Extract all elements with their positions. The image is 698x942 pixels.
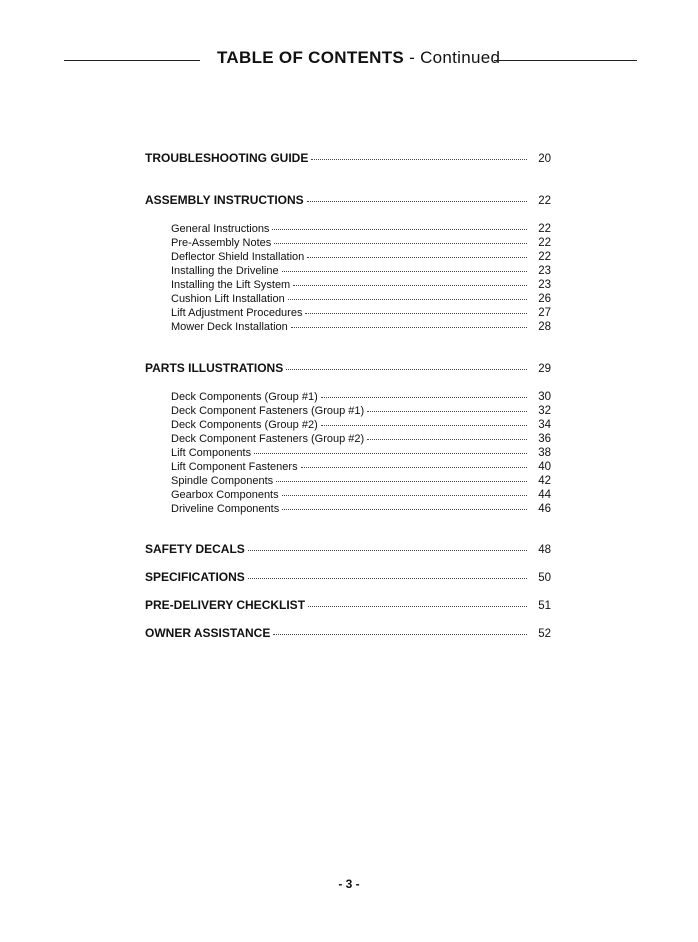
toc-item[interactable]: [171, 501, 551, 515]
toc-label: Deck Components (Group #1): [171, 391, 318, 403]
toc-label: OWNER ASSISTANCE: [145, 626, 271, 640]
toc-label: Installing the Lift System: [171, 279, 291, 291]
dot-leader: [276, 471, 527, 482]
toc-page-number: 42: [538, 475, 551, 487]
toc-label: Lift Components: [171, 447, 252, 459]
toc-section-assembly[interactable]: [145, 193, 551, 207]
toc-section-troubleshooting[interactable]: [145, 151, 551, 165]
toc-page-number: 29: [538, 363, 551, 375]
toc-page-number: 32: [538, 405, 551, 417]
toc-page-number: 22: [538, 251, 551, 263]
page-number: - 3 -: [338, 877, 360, 891]
toc-page-number: 46: [538, 503, 551, 515]
toc-page-number: 22: [538, 237, 551, 249]
dot-leader: [305, 303, 527, 314]
toc-page-number: 48: [538, 544, 551, 556]
toc-label: Pre-Assembly Notes: [171, 237, 272, 249]
toc-page-number: 23: [538, 265, 551, 277]
toc-label: SAFETY DECALS: [145, 542, 245, 556]
toc-label: PARTS ILLUSTRATIONS: [145, 361, 284, 375]
toc-page-number: 36: [538, 433, 551, 445]
toc-label: Deflector Shield Installation: [171, 251, 305, 263]
dot-leader: [367, 401, 527, 412]
toc-page-number: 20: [538, 153, 551, 165]
toc-page-number: 28: [538, 321, 551, 333]
dot-leader: [308, 596, 527, 607]
page-title-main: TABLE OF CONTENTS: [217, 48, 405, 67]
dot-leader: [321, 387, 527, 398]
toc-section-specifications[interactable]: [145, 570, 551, 584]
toc-page-number: 40: [538, 461, 551, 473]
dot-leader: [321, 415, 527, 426]
toc-page-number: 27: [538, 307, 551, 319]
toc-page-number: 22: [538, 195, 551, 207]
toc-page-number: 30: [538, 391, 551, 403]
toc-section-pre-delivery[interactable]: [145, 598, 551, 612]
toc-label: Cushion Lift Installation: [171, 293, 285, 305]
toc-label: Deck Component Fasteners (Group #1): [171, 405, 365, 417]
dot-leader: [254, 443, 527, 454]
toc-page-number: 26: [538, 293, 551, 305]
dot-leader: [274, 233, 527, 244]
toc-item[interactable]: [171, 319, 551, 333]
dot-leader: [307, 191, 527, 202]
toc-label: Deck Component Fasteners (Group #2): [171, 433, 365, 445]
page-title-continued: - Continued: [404, 48, 501, 67]
dot-leader: [307, 247, 527, 258]
dot-leader: [288, 289, 527, 300]
toc-page-number: 22: [538, 223, 551, 235]
dot-leader: [367, 429, 527, 440]
dot-leader: [248, 540, 527, 551]
toc-page-number: 38: [538, 447, 551, 459]
toc-label: PRE-DELIVERY CHECKLIST: [145, 598, 306, 612]
dot-leader: [311, 149, 527, 160]
dot-leader: [273, 624, 527, 635]
dot-leader: [272, 219, 527, 230]
dot-leader: [301, 457, 527, 468]
toc-page-number: 50: [538, 572, 551, 584]
toc-section-safety-decals[interactable]: [145, 542, 551, 556]
dot-leader: [291, 317, 527, 328]
dot-leader: [282, 261, 527, 272]
dot-leader: [286, 359, 527, 370]
toc-label: Deck Components (Group #2): [171, 419, 318, 431]
toc-section-owner-assistance[interactable]: [145, 626, 551, 640]
toc-page-number: 52: [538, 628, 551, 640]
toc-page-number: 51: [538, 600, 551, 612]
toc-label: Lift Adjustment Procedures: [171, 307, 303, 319]
dot-leader: [282, 485, 527, 496]
toc-label: ASSEMBLY INSTRUCTIONS: [145, 193, 304, 207]
toc-label: Mower Deck Installation: [171, 321, 288, 333]
toc-label: SPECIFICATIONS: [145, 570, 245, 584]
toc-page-number: 23: [538, 279, 551, 291]
toc-page-number: 34: [538, 419, 551, 431]
toc-label: Gearbox Components: [171, 489, 279, 501]
toc-label: TROUBLESHOOTING GUIDE: [145, 151, 309, 165]
toc-label: Lift Component Fasteners: [171, 461, 298, 473]
dot-leader: [248, 568, 527, 579]
toc-section-parts[interactable]: [145, 361, 551, 375]
toc-page-number: 44: [538, 489, 551, 501]
toc-label: Installing the Driveline: [171, 265, 279, 277]
dot-leader: [293, 275, 527, 286]
dot-leader: [282, 499, 527, 510]
toc-label: General Instructions: [171, 223, 270, 235]
toc-label: Spindle Components: [171, 475, 274, 487]
toc-label: Driveline Components: [171, 503, 280, 515]
